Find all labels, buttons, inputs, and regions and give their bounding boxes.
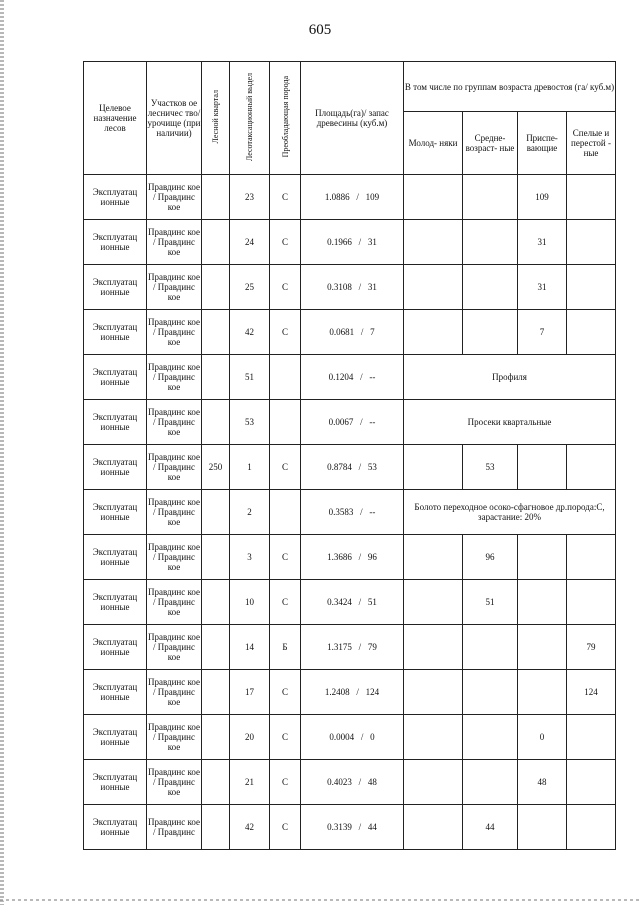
cell-quarter bbox=[202, 625, 230, 670]
cell-site: Правдинс кое / Правдинс bbox=[147, 805, 202, 850]
cell-quarter bbox=[202, 175, 230, 220]
cell-species: С bbox=[270, 220, 301, 265]
cell-maturing: 7 bbox=[518, 310, 567, 355]
cell-species: С bbox=[270, 535, 301, 580]
cell-young bbox=[404, 175, 463, 220]
cell-maturing bbox=[518, 580, 567, 625]
cell-plot: 20 bbox=[230, 715, 270, 760]
cell-mature: 79 bbox=[567, 625, 616, 670]
header-species-label: Преобладающая порода bbox=[280, 76, 290, 158]
cell-area: 0.3583 / -- bbox=[301, 490, 404, 535]
cell-mature bbox=[567, 715, 616, 760]
header-quarter-label: Лесной квартал bbox=[211, 90, 220, 144]
cell-middle: 96 bbox=[463, 535, 518, 580]
cell-purpose: Эксплуатац ионные bbox=[84, 535, 147, 580]
cell-quarter bbox=[202, 715, 230, 760]
cell-quarter bbox=[202, 265, 230, 310]
cell-site: Правдинс кое / Правдинс кое bbox=[147, 625, 202, 670]
cell-area: 0.1966 / 31 bbox=[301, 220, 404, 265]
scan-edge-bottom bbox=[0, 899, 640, 901]
cell-plot: 53 bbox=[230, 400, 270, 445]
cell-purpose: Эксплуатац ионные bbox=[84, 355, 147, 400]
header-quarter bbox=[202, 62, 230, 175]
cell-site: Правдинс кое / Правдинс кое bbox=[147, 400, 202, 445]
cell-species: Б bbox=[270, 625, 301, 670]
cell-middle: 53 bbox=[463, 445, 518, 490]
table-row bbox=[84, 400, 616, 445]
cell-species: С bbox=[270, 670, 301, 715]
cell-site: Правдинс кое / Правдинс кое bbox=[147, 310, 202, 355]
header-purpose: Целевое назначение лесов bbox=[84, 62, 147, 175]
cell-mature bbox=[567, 220, 616, 265]
header-maturing: Приспе- вающие bbox=[518, 112, 567, 175]
cell-purpose: Эксплуатац ионные bbox=[84, 445, 147, 490]
cell-plot: 10 bbox=[230, 580, 270, 625]
cell-species: С bbox=[270, 265, 301, 310]
cell-area: 0.0004 / 0 bbox=[301, 715, 404, 760]
cell-quarter bbox=[202, 400, 230, 445]
cell-middle bbox=[463, 175, 518, 220]
header-species bbox=[270, 62, 301, 175]
header-mature: Спелые и перестой - ные bbox=[567, 112, 616, 175]
cell-plot: 42 bbox=[230, 310, 270, 355]
cell-young bbox=[404, 445, 463, 490]
table-row bbox=[84, 355, 616, 400]
cell-area: 1.0886 / 109 bbox=[301, 175, 404, 220]
header-area: Площадь(га)/ запас древесины (куб.м) bbox=[301, 62, 404, 175]
header-age-groups: В том числе по группам возраста древостоя (га/ куб.м) bbox=[404, 62, 616, 112]
cell-young bbox=[404, 625, 463, 670]
cell-plot: 23 bbox=[230, 175, 270, 220]
cell-area: 0.3139 / 44 bbox=[301, 805, 404, 850]
cell-site: Правдинс кое / Правдинс кое bbox=[147, 535, 202, 580]
cell-purpose: Эксплуатац ионные bbox=[84, 400, 147, 445]
header-plot-label: Лесотаксационный выдел bbox=[245, 72, 254, 162]
cell-purpose: Эксплуатац ионные bbox=[84, 490, 147, 535]
cell-site: Правдинс кое / Правдинс кое bbox=[147, 220, 202, 265]
cell-area: 0.0681 / 7 bbox=[301, 310, 404, 355]
header-plot bbox=[230, 62, 270, 175]
cell-species: С bbox=[270, 175, 301, 220]
cell-site: Правдинс кое / Правдинс кое bbox=[147, 580, 202, 625]
cell-plot: 1 bbox=[230, 445, 270, 490]
cell-middle bbox=[463, 310, 518, 355]
cell-plot: 3 bbox=[230, 535, 270, 580]
cell-young bbox=[404, 760, 463, 805]
cell-area: 0.1204 / -- bbox=[301, 355, 404, 400]
cell-mature bbox=[567, 310, 616, 355]
cell-site: Правдинс кое / Правдинс кое bbox=[147, 445, 202, 490]
cell-middle: 51 bbox=[463, 580, 518, 625]
table-row bbox=[84, 310, 616, 355]
table-body bbox=[84, 175, 616, 850]
cell-plot: 51 bbox=[230, 355, 270, 400]
table-row bbox=[84, 490, 616, 535]
cell-species: С bbox=[270, 445, 301, 490]
forest-inventory-table bbox=[83, 61, 616, 850]
cell-species: С bbox=[270, 760, 301, 805]
header-middle: Средне- возраст- ные bbox=[463, 112, 518, 175]
cell-species bbox=[270, 490, 301, 535]
cell-note: Болото переходное осоко-сфагновое др.порода:С, зарастание: 20% bbox=[404, 490, 616, 535]
header-site: Участков ое лесничес тво/ урочище (при наличии) bbox=[147, 62, 202, 175]
table-row bbox=[84, 760, 616, 805]
table-row bbox=[84, 715, 616, 760]
cell-species: С bbox=[270, 310, 301, 355]
cell-maturing: 0 bbox=[518, 715, 567, 760]
cell-area: 0.0067 / -- bbox=[301, 400, 404, 445]
cell-plot: 42 bbox=[230, 805, 270, 850]
cell-middle bbox=[463, 670, 518, 715]
cell-purpose: Эксплуатац ионные bbox=[84, 310, 147, 355]
cell-quarter bbox=[202, 310, 230, 355]
cell-species bbox=[270, 400, 301, 445]
cell-maturing bbox=[518, 670, 567, 715]
cell-middle bbox=[463, 265, 518, 310]
cell-quarter bbox=[202, 355, 230, 400]
cell-quarter bbox=[202, 805, 230, 850]
cell-quarter bbox=[202, 490, 230, 535]
cell-site: Правдинс кое / Правдинс кое bbox=[147, 760, 202, 805]
cell-note: Профиля bbox=[404, 355, 616, 400]
cell-area: 0.3424 / 51 bbox=[301, 580, 404, 625]
cell-mature bbox=[567, 760, 616, 805]
cell-middle: 44 bbox=[463, 805, 518, 850]
table-row bbox=[84, 175, 616, 220]
cell-maturing bbox=[518, 535, 567, 580]
cell-purpose: Эксплуатац ионные bbox=[84, 805, 147, 850]
table-row bbox=[84, 265, 616, 310]
cell-mature bbox=[567, 805, 616, 850]
cell-plot: 25 bbox=[230, 265, 270, 310]
cell-mature bbox=[567, 580, 616, 625]
cell-mature bbox=[567, 175, 616, 220]
cell-purpose: Эксплуатац ионные bbox=[84, 265, 147, 310]
table-row bbox=[84, 220, 616, 265]
table-row bbox=[84, 670, 616, 715]
cell-middle bbox=[463, 760, 518, 805]
cell-species bbox=[270, 355, 301, 400]
cell-middle bbox=[463, 625, 518, 670]
cell-quarter bbox=[202, 535, 230, 580]
cell-area: 0.3108 / 31 bbox=[301, 265, 404, 310]
cell-maturing bbox=[518, 625, 567, 670]
cell-mature bbox=[567, 445, 616, 490]
cell-quarter bbox=[202, 670, 230, 715]
table-row bbox=[84, 445, 616, 490]
table-row bbox=[84, 580, 616, 625]
cell-young bbox=[404, 220, 463, 265]
scan-edge-left bbox=[0, 0, 4, 905]
cell-young bbox=[404, 670, 463, 715]
cell-purpose: Эксплуатац ионные bbox=[84, 625, 147, 670]
cell-purpose: Эксплуатац ионные bbox=[84, 670, 147, 715]
cell-note: Просеки квартальные bbox=[404, 400, 616, 445]
page-number: 605 bbox=[308, 22, 332, 38]
cell-young bbox=[404, 805, 463, 850]
cell-purpose: Эксплуатац ионные bbox=[84, 220, 147, 265]
cell-young bbox=[404, 715, 463, 760]
cell-purpose: Эксплуатац ионные bbox=[84, 175, 147, 220]
cell-middle bbox=[463, 715, 518, 760]
table-row bbox=[84, 535, 616, 580]
cell-maturing bbox=[518, 805, 567, 850]
header-row-main bbox=[84, 62, 616, 112]
cell-mature bbox=[567, 265, 616, 310]
cell-young bbox=[404, 535, 463, 580]
cell-maturing: 31 bbox=[518, 265, 567, 310]
cell-site: Правдинс кое / Правдинс кое bbox=[147, 265, 202, 310]
table-row bbox=[84, 625, 616, 670]
cell-site: Правдинс кое / Правдинс кое bbox=[147, 175, 202, 220]
cell-area: 1.3686 / 96 bbox=[301, 535, 404, 580]
cell-mature: 124 bbox=[567, 670, 616, 715]
cell-area: 0.8784 / 53 bbox=[301, 445, 404, 490]
cell-plot: 2 bbox=[230, 490, 270, 535]
cell-quarter bbox=[202, 580, 230, 625]
table-row bbox=[84, 805, 616, 850]
cell-maturing: 31 bbox=[518, 220, 567, 265]
cell-young bbox=[404, 580, 463, 625]
cell-plot: 17 bbox=[230, 670, 270, 715]
cell-species: С bbox=[270, 715, 301, 760]
cell-young bbox=[404, 265, 463, 310]
cell-plot: 24 bbox=[230, 220, 270, 265]
cell-site: Правдинс кое / Правдинс кое bbox=[147, 355, 202, 400]
cell-maturing: 48 bbox=[518, 760, 567, 805]
cell-purpose: Эксплуатац ионные bbox=[84, 715, 147, 760]
cell-purpose: Эксплуатац ионные bbox=[84, 580, 147, 625]
cell-purpose: Эксплуатац ионные bbox=[84, 760, 147, 805]
cell-plot: 21 bbox=[230, 760, 270, 805]
cell-middle bbox=[463, 220, 518, 265]
cell-area: 1.3175 / 79 bbox=[301, 625, 404, 670]
cell-maturing bbox=[518, 445, 567, 490]
cell-area: 0.4023 / 48 bbox=[301, 760, 404, 805]
cell-young bbox=[404, 310, 463, 355]
cell-site: Правдинс кое / Правдинс кое bbox=[147, 715, 202, 760]
cell-site: Правдинс кое / Правдинс кое bbox=[147, 670, 202, 715]
cell-quarter: 250 bbox=[202, 445, 230, 490]
cell-species: С bbox=[270, 580, 301, 625]
cell-plot: 14 bbox=[230, 625, 270, 670]
cell-quarter bbox=[202, 760, 230, 805]
cell-mature bbox=[567, 535, 616, 580]
cell-quarter bbox=[202, 220, 230, 265]
cell-maturing: 109 bbox=[518, 175, 567, 220]
cell-species: С bbox=[270, 805, 301, 850]
header-young: Молод- няки bbox=[404, 112, 463, 175]
cell-site: Правдинс кое / Правдинс кое bbox=[147, 490, 202, 535]
cell-area: 1.2408 / 124 bbox=[301, 670, 404, 715]
